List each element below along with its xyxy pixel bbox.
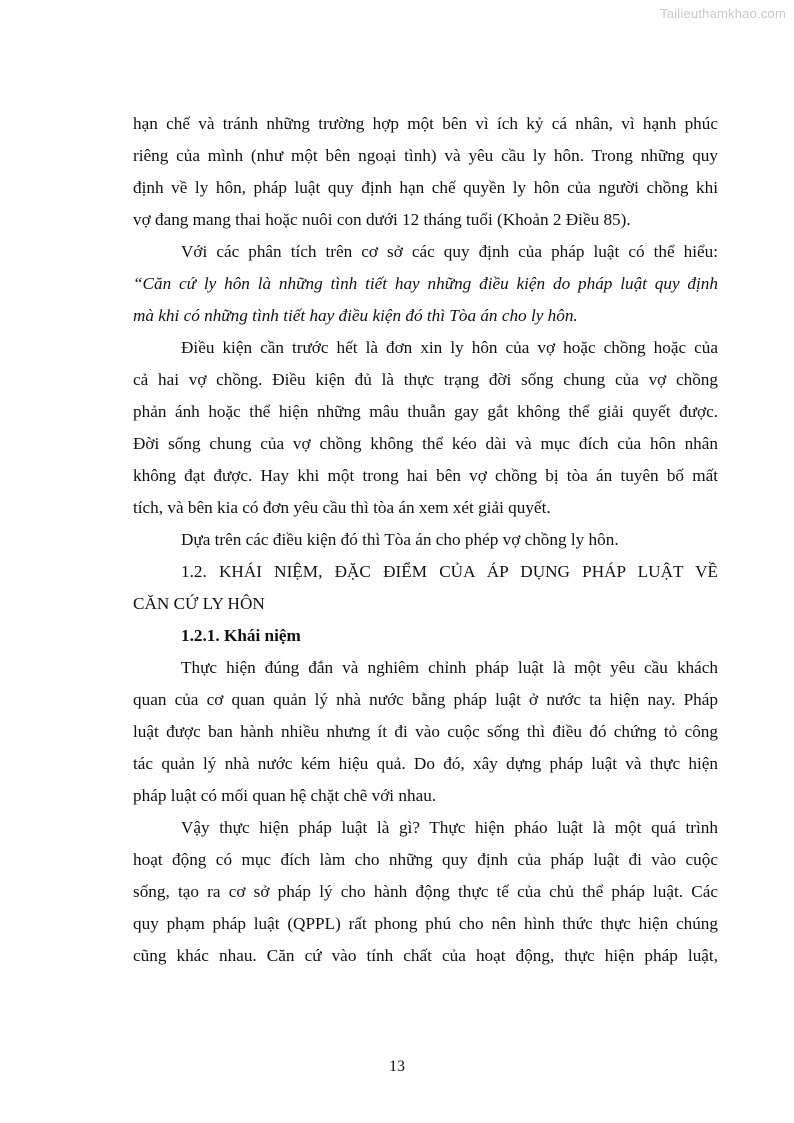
text-line: riêng của mình (như một bên ngoại tình) và yêu cầu ly hôn. Trong những quy — [133, 146, 718, 165]
text-line: luật được ban hành nhiều nhưng ít đi vào cuộc sống thì điều đó chứng tỏ công — [133, 722, 718, 741]
section-heading: 1.2. KHÁI NIỆM, ĐẶC ĐIỂM CỦA ÁP DỤNG PHÁP LUẬT VỀ — [181, 562, 718, 581]
text-line: Đời sống chung của vợ chồng không thể kéo dài và mục đích của hôn nhân — [133, 434, 718, 453]
definition-line: mà khi có những tình tiết hay điều kiện đó thì Tòa án cho ly hôn. — [133, 306, 578, 325]
document-body — [133, 108, 718, 972]
text-line: định về ly hôn, pháp luật quy định hạn chế quyền ly hôn của người chồng khi — [133, 178, 718, 197]
page-number: 13 — [389, 1058, 405, 1075]
text-line: Điều kiện cần trước hết là đơn xin ly hôn của vợ hoặc chồng hoặc của — [181, 338, 718, 357]
definition-line: “Căn cứ ly hôn là những tình tiết hay những điều kiện do pháp luật quy định — [133, 274, 718, 293]
text-line: cả hai vợ chồng. Điều kiện đủ là thực trạng đời sống chung của vợ chồng — [133, 370, 718, 389]
text-line: Với các phân tích trên cơ sở các quy định của pháp luật có thể hiểu: — [181, 242, 718, 261]
text-line: quy phạm pháp luật (QPPL) rất phong phú cho nên hình thức thực hiện chúng — [133, 914, 718, 933]
text-line: pháp luật có mối quan hệ chặt chẽ với nhau. — [133, 786, 437, 805]
text-line: tác quản lý nhà nước kém hiệu quả. Do đó, xây dựng pháp luật và thực hiện — [133, 754, 718, 773]
section-heading: CĂN CỨ LY HÔN — [133, 594, 265, 613]
text-line: vợ đang mang thai hoặc nuôi con dưới 12 tháng tuổi (Khoản 2 Điều 85). — [133, 210, 631, 229]
text-line: Dựa trên các điều kiện đó thì Tòa án cho phép vợ chồng ly hôn. — [181, 530, 619, 549]
text-line: hạn chế và tránh những trường hợp một bên vì ích kỷ cá nhân, vì hạnh phúc — [133, 114, 718, 133]
text-line: cũng khác nhau. Căn cứ vào tính chất của hoạt động, thực hiện pháp luật, — [133, 946, 718, 965]
text-line: sống, tạo ra cơ sở pháp lý cho hành động thực tế của chủ thể pháp luật. Các — [133, 882, 718, 901]
subsection-heading: 1.2.1. Khái niệm — [181, 626, 301, 645]
text-line: không đạt được. Hay khi một trong hai bên vợ chồng bị tòa án tuyên bố mất — [133, 466, 718, 485]
watermark: Tailieuthamkhao.com — [660, 6, 786, 21]
text-line: quan của cơ quan quản lý nhà nước bằng pháp luật ở nước ta hiện nay. Pháp — [133, 690, 718, 709]
text-line: tích, và bên kia có đơn yêu cầu thì tòa án xem xét giải quyết. — [133, 498, 551, 517]
text-line: Vậy thực hiện pháp luật là gì? Thực hiện pháo luật là một quá trình — [181, 818, 718, 837]
text-line: hoạt động có mục đích làm cho những quy định của pháp luật đi vào cuộc — [133, 850, 718, 869]
text-line: Thực hiện đúng đắn và nghiêm chỉnh pháp luật là một yêu cầu khách — [181, 658, 718, 677]
text-line: phản ánh hoặc thể hiện những mâu thuẫn gay gắt không thể giải quyết được. — [133, 402, 718, 421]
